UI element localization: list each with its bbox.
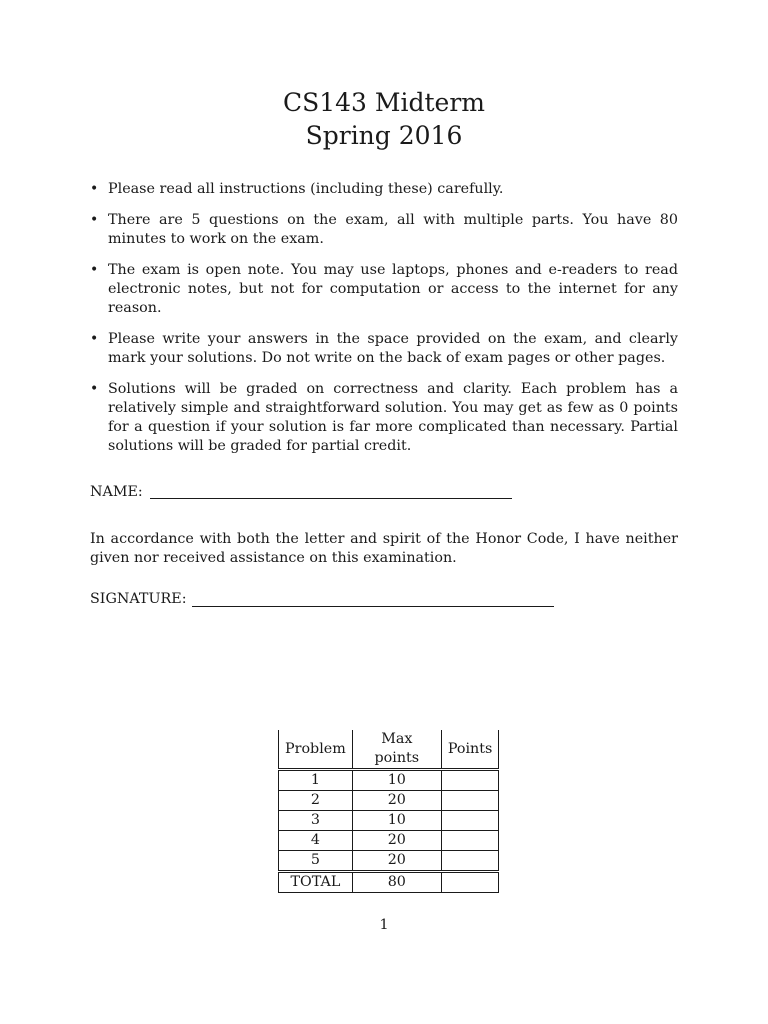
cell-max-points: 20 [352,791,441,811]
instruction-text: Please read all instructions (including these) carefully. [108,181,504,197]
cell-points[interactable] [441,831,499,851]
name-field-line[interactable] [150,498,512,499]
signature-label: SIGNATURE: [90,591,187,607]
instruction-item [90,211,678,249]
table-row [279,770,499,791]
cell-points[interactable] [441,770,499,791]
instruction-item [90,330,678,368]
cell-problem: 4 [279,831,353,851]
cell-points[interactable] [441,791,499,811]
signature-field-line[interactable] [192,606,554,607]
exam-term: Spring 2016 [305,121,463,150]
cell-total-label: TOTAL [279,872,353,893]
bullet-icon: • [90,181,99,197]
cell-points[interactable] [441,811,499,831]
bullet-icon: • [90,262,99,278]
cell-points[interactable] [441,851,499,872]
instruction-item [90,180,678,199]
instruction-text: The exam is open note. You may use laptops, phones and e-readers to read electronic notes, but not for computation or access to the internet for any reason. [108,262,678,316]
table-row [279,831,499,851]
header-problem: Problem [279,730,353,770]
table-row [279,791,499,811]
score-table-header-row [279,730,499,770]
instruction-text: Solutions will be graded on correctness and clarity. Each problem has a relatively simple and straightforward solution. You may get as few as 0 points for a question if your solution is far more complicated than necessary. Partial solutions will be graded for partial credit. [108,381,678,454]
instruction-item [90,261,678,318]
title-block [0,86,768,152]
table-row [279,811,499,831]
honor-code-statement: In accordance with both the letter and spirit of the Honor Code, I have neither given nor received assistance on this examination. [90,531,678,566]
bullet-icon: • [90,212,99,228]
instructions-list [90,180,678,468]
header-points: Points [441,730,499,770]
cell-max-points: 10 [352,770,441,791]
instruction-item [90,380,678,456]
name-label: NAME: [90,484,143,500]
cell-total-points[interactable] [441,872,499,893]
cell-max-points: 20 [352,851,441,872]
exam-title: CS143 Midterm [282,88,485,117]
cell-problem: 1 [279,770,353,791]
instruction-text: There are 5 questions on the exam, all with multiple parts. You have 80 minutes to work on the exam. [108,212,678,247]
bullet-icon: • [90,381,99,397]
cell-max-points: 10 [352,811,441,831]
page-number: 1 [379,917,389,933]
header-max-points: Max points [352,730,441,770]
instruction-text: Please write your answers in the space provided on the exam, and clearly mark your solutions. Do not write on the back of exam pages or other pages. [108,331,678,366]
cell-problem: 3 [279,811,353,831]
cell-problem: 2 [279,791,353,811]
table-row [279,851,499,872]
cell-max-points: 20 [352,831,441,851]
cell-problem: 5 [279,851,353,872]
score-table [278,730,499,893]
cell-total-max: 80 [352,872,441,893]
total-row [279,872,499,893]
bullet-icon: • [90,331,99,347]
